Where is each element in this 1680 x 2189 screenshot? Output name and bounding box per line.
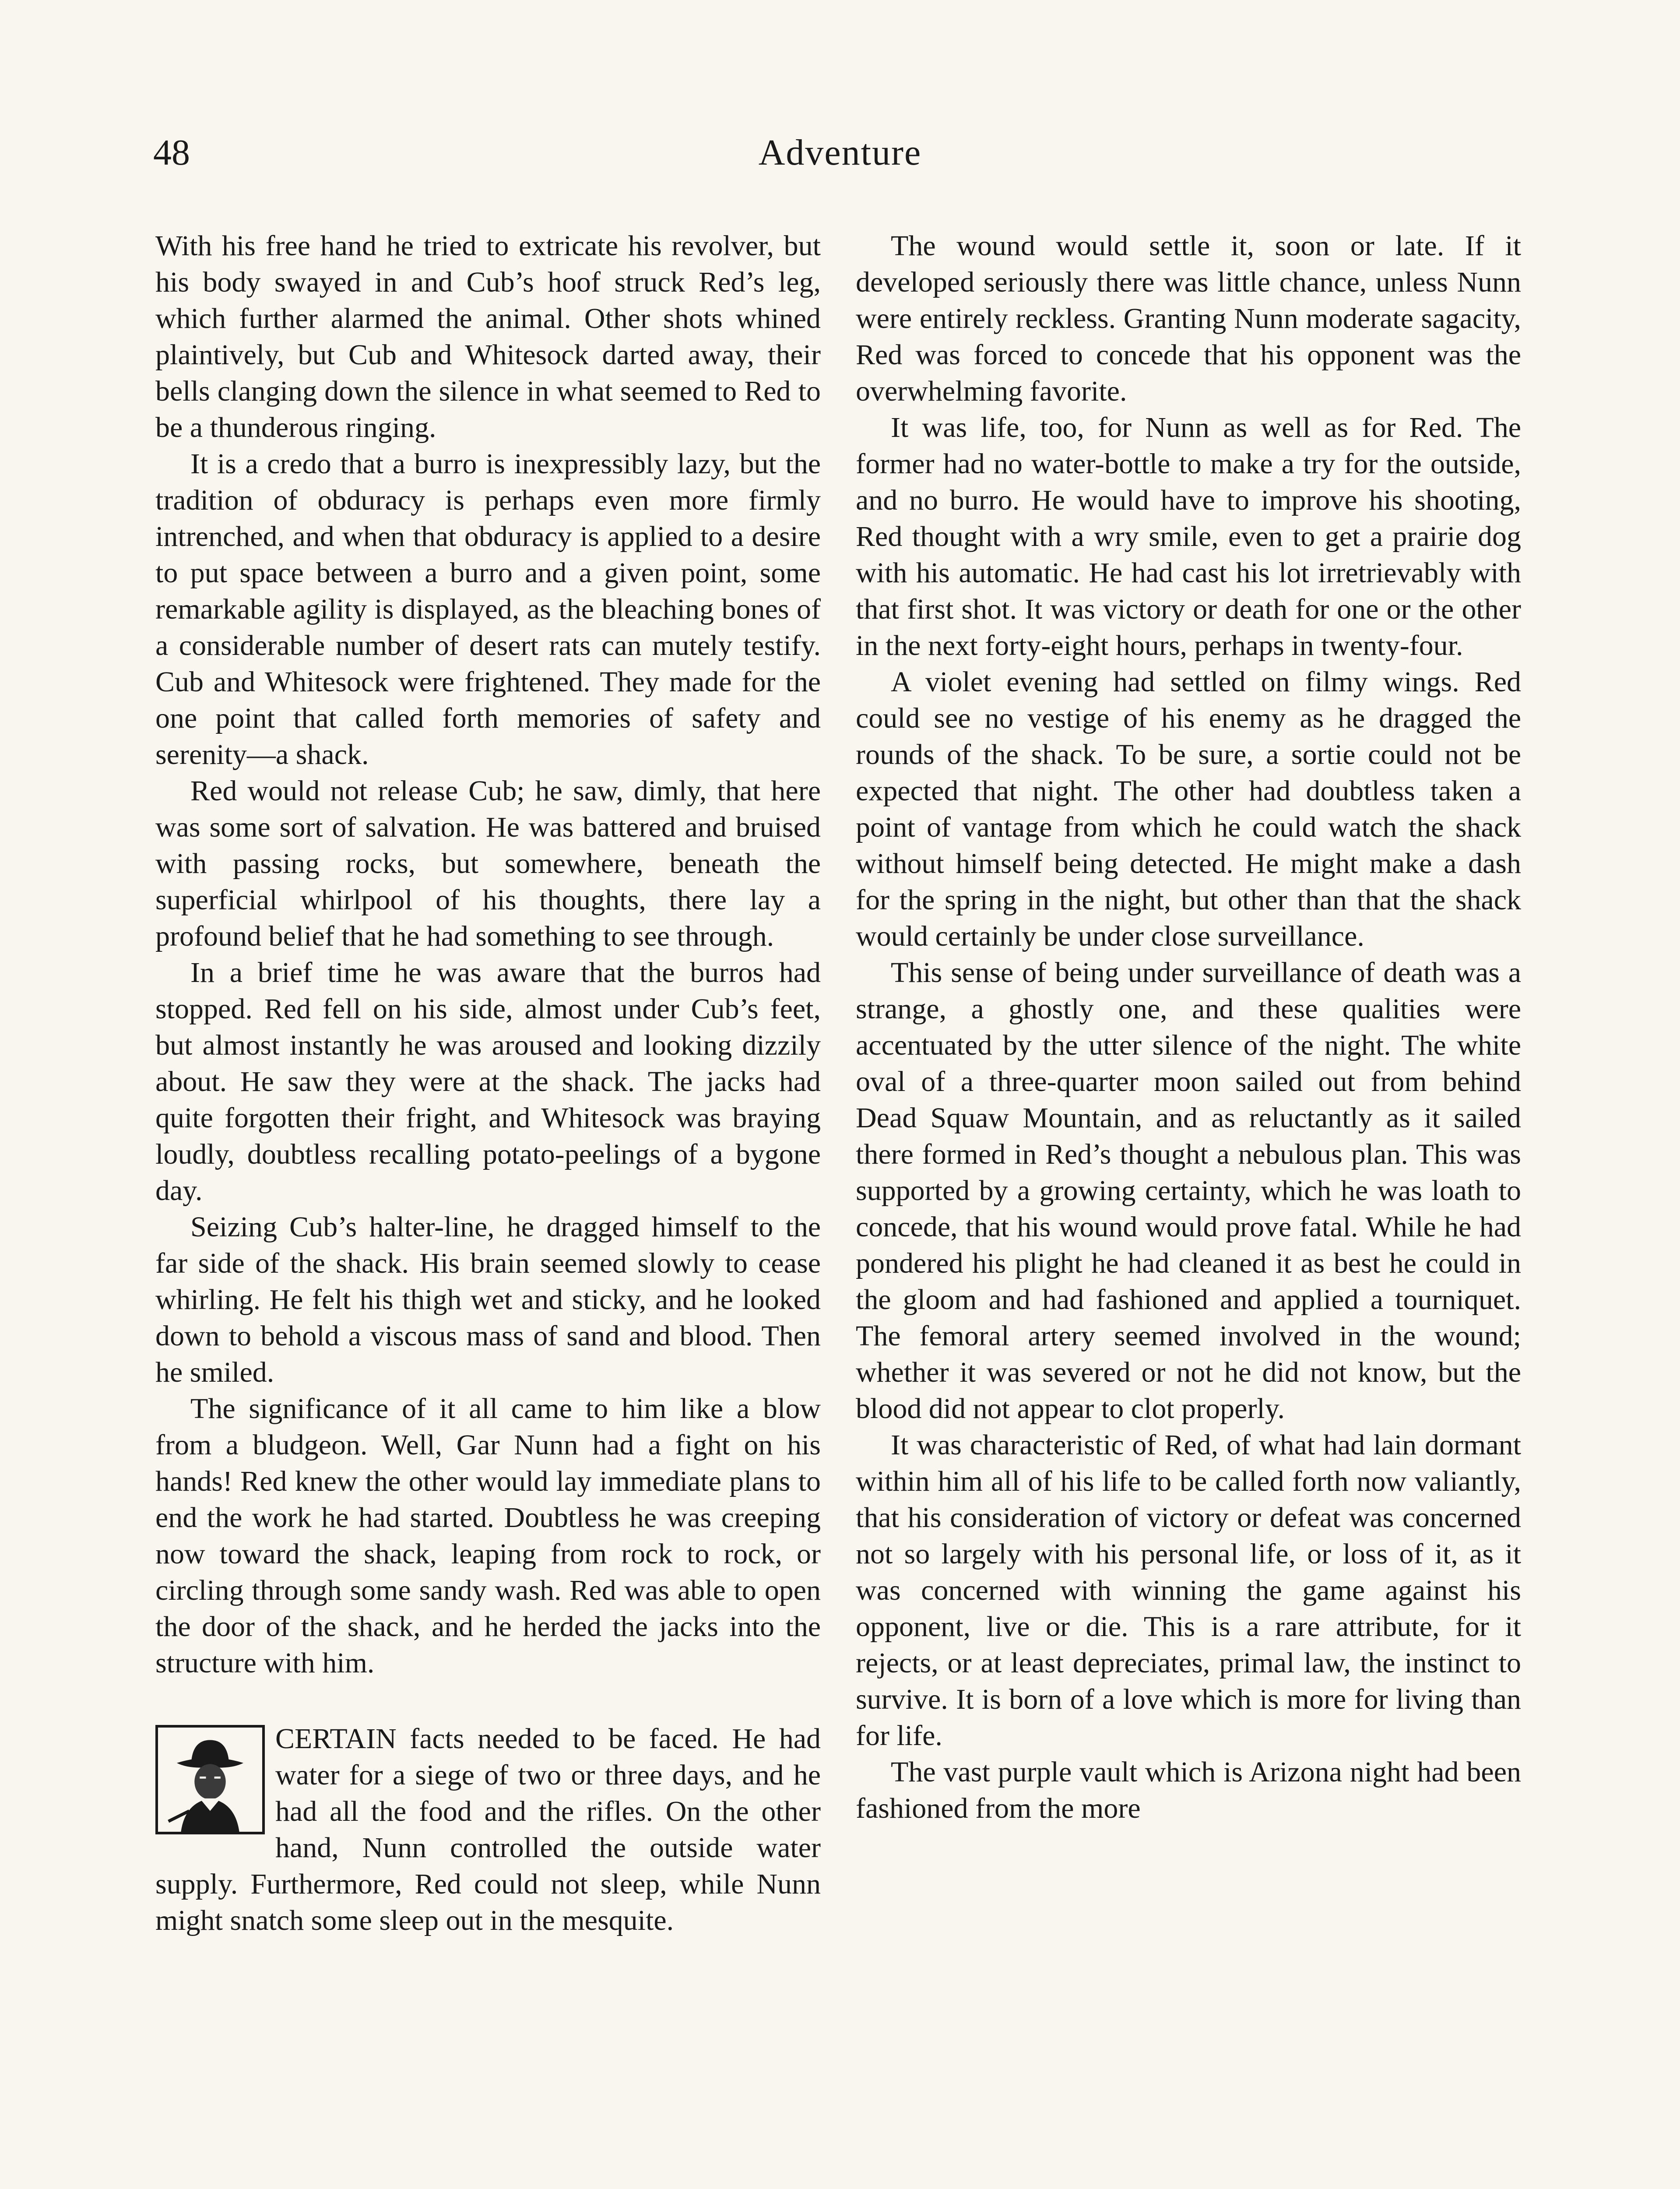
running-title: Adventure xyxy=(758,132,922,173)
paragraph: Seizing Cub’s halter-line, he dragged himself to the far side of the shack. His brain seemed slowly to cease whirling. He felt his thigh wet and sticky, and he looked down to behold a viscous mass of sand and blood. Then he smiled. xyxy=(155,1211,821,1388)
cowboy-portrait-svg xyxy=(158,1728,262,1832)
section-start-text: CERTAIN facts needed to be faced. He had water for a siege of two or three days, and he had all the food and the rifles. On the other hand, Nunn controlled the outside water supply. Furthermore, Red could not sleep, while Nunn might snatch some sleep out in the mesquite. xyxy=(155,1723,821,1936)
paragraph: The wound would settle it, soon or late. If it developed seriously there was little chance, unless Nunn were entirely reckless. Granting Nunn moderate sagacity, Red was forced to concede that his opponent was the overwhelming favorite. xyxy=(856,230,1521,407)
cowboy-portrait-icon xyxy=(155,1725,265,1834)
paragraph: In a brief time he was aware that the burros had stopped. Red fell on his side, almost under Cub’s feet, but almost instantly he was aroused and looking dizzily about. He saw they were at the shack. The jacks had quite forgotten their fright, and Whitesock was braying loudly, doubtless recalling potato-peelings of a bygone day. xyxy=(155,957,821,1207)
paragraph: It was characteristic of Red, of what had lain dormant within him all of his life to be called forth now valiantly, that his consideration of victory or defeat was concerned not so largely with his personal life, or loss of it, as it was concerned with winning the game against his opponent, live or die. This is a rare attribute, for it rejects, or at least depreciates, primal law, the instinct to survive. It is born of a love which is more for living than for life. xyxy=(856,1429,1521,1752)
paragraph: The vast purple vault which is Arizona night had been fashioned from the more xyxy=(856,1756,1521,1824)
paragraph: It was life, too, for Nunn as well as for Red. The former had no water-bottle to make a try for the outside, and no burro. He would have to improve his shooting, Red thought with a wry smile, even to get a prairie dog with his automatic. He had cast his lot irretrievably with that first shot. It was victory or death for one or the other in the next forty-eight hours, perhaps in twenty-four. xyxy=(856,412,1521,662)
page-header xyxy=(153,131,1527,193)
page-number: 48 xyxy=(153,132,190,173)
paragraph: It is a credo that a burro is inexpressibly lazy, but the tradition of obduracy is perhaps even more firmly intrenched, and when that obduracy is applied to a desire to put space between a burro and a given point, some remarkable agility is displayed, as the bleaching bones of a considerable number of desert rats can mutely testify. Cub and Whitesock were frightened. They made for the one point that called forth memories of safety and serenity—a shack. xyxy=(155,448,821,771)
paragraph: A violet evening had settled on filmy wings. Red could see no vestige of his enemy as he dragged the rounds of the shack. To be sure, a sortie could not be expected that night. The other had doubtless taken a point of vantage from which he could watch the shack without himself being detected. He might make a dash for the spring in the night, but other than that the shack would certainly be under close surveillance. xyxy=(856,666,1521,952)
section-start xyxy=(155,1721,821,1939)
paragraph: Red would not release Cub; he saw, dimly, that here was some sort of salvation. He was battered and bruised with passing rocks, but somewhere, beneath the superficial whirlpool of his thoughts, there lay a profound belief that he had something to see through. xyxy=(155,775,821,952)
right-column xyxy=(856,228,1521,1827)
paragraph: This sense of being under surveillance of death was a strange, a ghostly one, and these qualities were accentuated by the utter silence of the night. The white oval of a three-quarter moon sailed out from behind Dead Squaw Mountain, and as reluctantly as it sailed there formed in Red’s thought a nebulous plan. This was supported by a growing certainty, which he was loath to concede, that his wound would prove fatal. While he had pondered his plight he had cleaned it as best he could in the gloom and had fashioned and applied a tourniquet. The femoral artery seemed involved in the wound; whether it was severed or not he did not know, but the blood did not appear to clot properly. xyxy=(856,957,1521,1425)
paragraph: With his free hand he tried to extricate his revolver, but his body swayed in and Cub’s hoof struck Red’s leg, which further alarmed the animal. Other shots whined plaintively, but Cub and Whitesock darted away, their bells clanging down the silence in what seemed to Red to be a thunderous ringing. xyxy=(155,230,821,443)
left-column xyxy=(155,228,821,1939)
paragraph: The significance of it all came to him like a blow from a bludgeon. Well, Gar Nunn had a fight on his hands! Red knew the other would lay immediate plans to end the work he had started. Doubtless he was creeping now toward the shack, leaping from rock to rock, or circling through some sandy wash. Red was able to open the door of the shack, and he herded the jacks into the structure with him. xyxy=(155,1393,821,1679)
